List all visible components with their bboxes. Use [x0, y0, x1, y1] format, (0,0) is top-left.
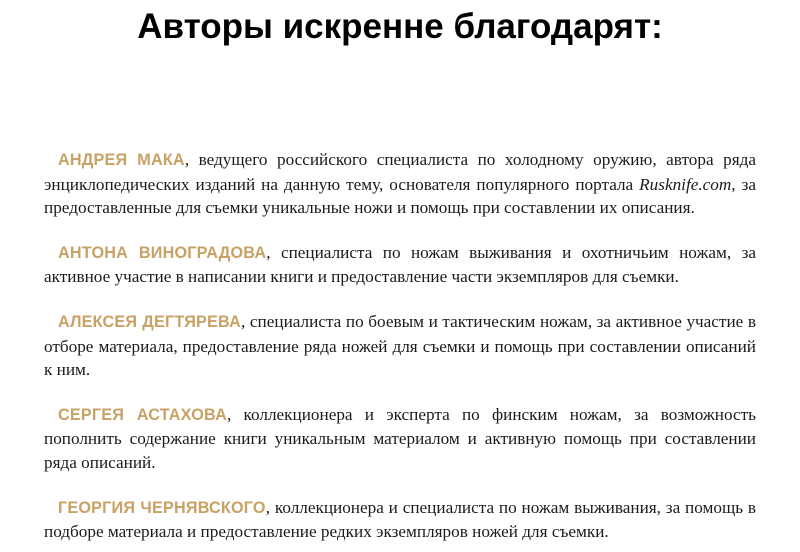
acknowledgement-paragraph [44, 241, 756, 289]
portal-name: Rusknife.com [639, 174, 732, 194]
paragraph-text-part-1: , коллекционера и специалиста по ножам выживания, за помощь в подборе материала и предоставление редких экземпляров ножей для съемки. [44, 497, 756, 542]
paragraph-text-part-1: , ведущего российского специалиста по холодному оружию, автора ряда энциклопедических изданий на данную тему, основателя популярного портала [44, 150, 756, 194]
person-name: АНТОНА ВИНОГРАДОВА [58, 243, 267, 262]
acknowledgement-paragraph [44, 310, 756, 382]
acknowledgement-paragraph [44, 496, 756, 544]
acknowledgement-paragraph [44, 148, 756, 220]
person-name: АЛЕКСЕЯ ДЕГТЯРЕВА [58, 312, 242, 331]
paragraph-text-part-1: , коллекционера и эксперта по финским ножам, за возможность пополнить содержание книги уникальным материалом и активную помощь при составлении ряда описаний. [44, 404, 756, 472]
person-name: АНДРЕЯ МАКА [58, 151, 185, 169]
page-title: Авторы искренне благодарят: [137, 7, 663, 46]
paragraph-text-part-2: , за предоставленные для съемки уникальные ножи и помощь при составлении их описания. [44, 174, 756, 218]
person-name: СЕРГЕЯ АСТАХОВА [58, 405, 228, 424]
paragraph-text-part-1: , специалиста по боевым и тактическим ножам, за активное участие в отборе материала, предоставление ряда ножей для съемки и помощь при составлении описаний к ним. [44, 311, 756, 380]
person-name: ГЕОРГИЯ ЧЕРНЯВСКОГО [58, 498, 266, 517]
acknowledgements-body [44, 148, 756, 544]
acknowledgement-paragraph [44, 403, 756, 475]
paragraph-text-part-1: , специалиста по ножам выживания и охотничьим ножам, за активное участие в написании книги и предоставление части экземпляров для съемки. [44, 242, 756, 287]
